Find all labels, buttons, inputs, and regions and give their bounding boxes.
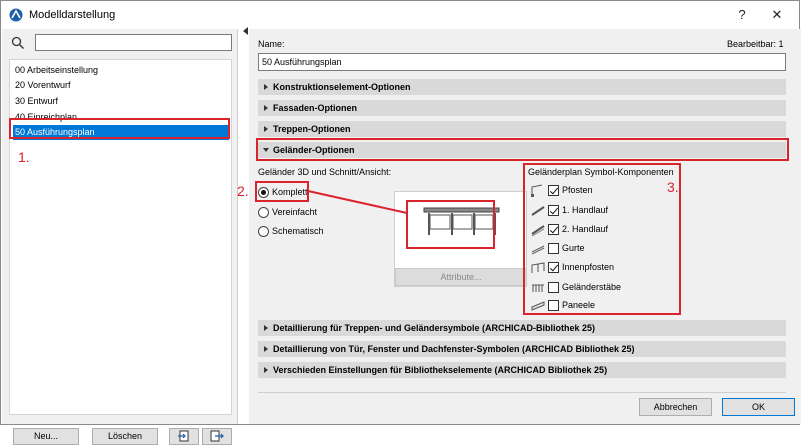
section-library-settings[interactable]	[258, 362, 786, 378]
radio-button[interactable]	[258, 226, 269, 237]
preset-list	[9, 59, 232, 415]
import-icon	[177, 430, 191, 443]
expand-arrow-icon	[264, 346, 268, 352]
component-label: Gurte	[562, 243, 585, 253]
title-bar	[1, 1, 799, 29]
import-button[interactable]	[169, 428, 199, 445]
expand-arrow-icon	[264, 126, 268, 132]
export-button[interactable]	[202, 428, 232, 445]
expand-arrow-icon	[264, 84, 268, 90]
annotation-frame-1	[9, 118, 230, 139]
search-icon	[11, 36, 25, 50]
delete-button[interactable]: Löschen	[92, 428, 158, 445]
list-item[interactable]: 20 Vorentwurf	[15, 80, 71, 90]
annotation-frame-preview	[406, 200, 495, 249]
section-stair-railing-detail[interactable]	[258, 320, 786, 336]
component-label: 1. Handlauf	[562, 205, 609, 215]
section-label: Verschieden Einstellungen für Bibliothekselemente (ARCHICAD Bibliothek 25)	[273, 365, 608, 375]
radio-button[interactable]	[258, 207, 269, 218]
name-label: Name:	[258, 39, 285, 49]
component-label: Geländerstäbe	[562, 282, 622, 292]
component-label: Pfosten	[562, 185, 593, 195]
export-icon	[210, 430, 224, 443]
component-label: 2. Handlauf	[562, 224, 609, 234]
symbol-components-heading: Geländerplan Symbol-Komponenten	[528, 167, 674, 177]
component-label: Paneele	[562, 300, 596, 310]
window-title: Modelldarstellung	[29, 9, 116, 21]
list-item[interactable]: 40 Einreichplan	[15, 112, 78, 122]
section-label: Fassaden-Optionen	[273, 103, 358, 113]
cancel-button[interactable]: Abbrechen	[639, 398, 712, 416]
expand-arrow-icon	[264, 367, 268, 373]
section-label: Treppen-Optionen	[273, 124, 351, 134]
annotation-frame-railing-section	[256, 138, 789, 161]
left-panel	[2, 29, 238, 441]
expand-arrow-icon	[264, 325, 268, 331]
search-row	[2, 33, 238, 53]
divider	[258, 392, 786, 393]
railing-3d-heading: Geländer 3D und Schnitt/Ansicht:	[258, 167, 392, 177]
radio-label: Komplett	[272, 187, 308, 197]
section-label: Konstruktionselement-Optionen	[273, 82, 411, 92]
annotation-label-1: 1.	[18, 149, 30, 165]
section-stair-options[interactable]	[258, 121, 786, 137]
section-facade-options[interactable]	[258, 100, 786, 116]
list-item[interactable]: 00 Arbeitseinstellung	[15, 65, 99, 75]
section-label: Geländer-Optionen	[273, 145, 355, 155]
editable-label: Bearbeitbar: 1	[727, 39, 784, 49]
new-button[interactable]: Neu...	[13, 428, 79, 445]
annotation-frame-3	[523, 163, 681, 315]
list-item-selected[interactable]: 50 Ausführungsplan	[13, 125, 229, 140]
section-door-window-detail[interactable]	[258, 341, 786, 357]
annotation-label-3: 3.	[667, 179, 679, 195]
component-label: Innenpfosten	[562, 262, 615, 272]
archicad-logo-icon	[9, 8, 23, 22]
help-button[interactable]: ?	[738, 7, 746, 22]
name-field[interactable]	[258, 53, 786, 71]
attribute-button[interactable]: Attribute...	[395, 268, 527, 286]
radio-label: Schematisch	[272, 226, 324, 236]
annotation-frame-2	[255, 181, 309, 202]
close-button[interactable]: ✕	[771, 7, 783, 22]
ok-button[interactable]: OK	[722, 398, 795, 416]
section-label: Detaillierung von Tür, Fenster und Dachfenster-Symbolen (ARCHICAD Bibliothek 25)	[273, 344, 635, 354]
expand-arrow-icon	[264, 105, 268, 111]
radio-label: Vereinfacht	[272, 207, 318, 217]
annotation-connector	[307, 189, 409, 215]
annotation-label-2: 2.	[237, 183, 249, 199]
collapse-panel-arrow-icon[interactable]	[243, 27, 248, 35]
search-input[interactable]	[35, 34, 232, 51]
section-construction-options[interactable]	[258, 79, 786, 95]
list-item[interactable]: 30 Entwurf	[15, 96, 59, 106]
section-label: Detaillierung für Treppen- und Geländersymbole (ARCHICAD-Bibliothek 25)	[273, 323, 596, 333]
